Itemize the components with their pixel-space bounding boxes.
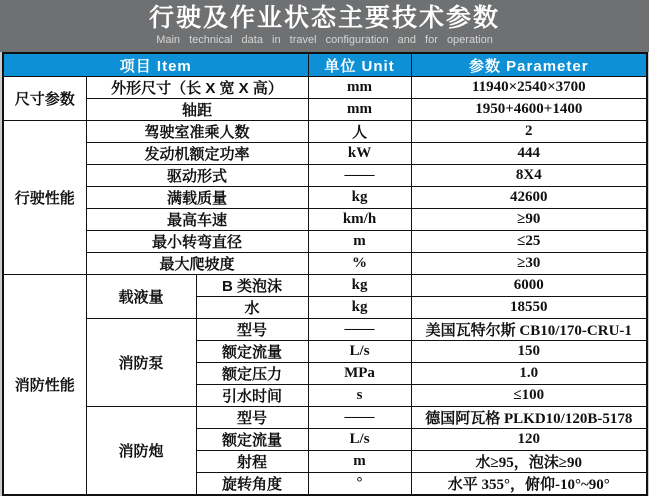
parameter-cell: 美国瓦特尔斯 CB10/170-CRU-1 xyxy=(411,319,647,341)
table-row xyxy=(3,253,647,275)
item-cell: 最大爬坡度 xyxy=(86,253,308,275)
unit-cell: kg xyxy=(308,187,411,209)
unit-cell: s xyxy=(308,385,411,407)
table-header-row xyxy=(3,53,647,77)
table-row xyxy=(3,209,647,231)
parameter-cell: 11940×2540×3700 xyxy=(411,77,647,99)
item-cell: 旋转角度 xyxy=(196,473,308,496)
table-row xyxy=(3,407,647,429)
parameter-cell: 1.0 xyxy=(411,363,647,385)
item-cell: 型号 xyxy=(196,407,308,429)
table-row xyxy=(3,187,647,209)
unit-cell: 人 xyxy=(308,121,411,143)
table-row xyxy=(3,165,647,187)
table-row xyxy=(3,231,647,253)
parameter-cell: 德国阿瓦格 PLKD10/120B-5178 xyxy=(411,407,647,429)
parameter-cell: 8X4 xyxy=(411,165,647,187)
unit-cell: MPa xyxy=(308,363,411,385)
unit-cell: % xyxy=(308,253,411,275)
unit-cell: kg xyxy=(308,275,411,297)
item-cell: 水 xyxy=(196,297,308,319)
table-row xyxy=(3,121,647,143)
unit-cell: —— xyxy=(308,407,411,429)
table-row xyxy=(3,319,647,341)
title-band xyxy=(0,0,649,52)
page-title: 行驶及作业状态主要技术参数 xyxy=(148,4,500,32)
subgroup-cell: 载液量 xyxy=(86,275,196,319)
unit-cell: mm xyxy=(308,77,411,99)
table-row xyxy=(3,99,647,121)
unit-cell: km/h xyxy=(308,209,411,231)
group-cell: 尺寸参数 xyxy=(3,77,86,121)
item-cell: 引水时间 xyxy=(196,385,308,407)
item-cell: 驾驶室准乘人数 xyxy=(86,121,308,143)
item-cell: 射程 xyxy=(196,451,308,473)
unit-cell: —— xyxy=(308,319,411,341)
parameter-cell: 6000 xyxy=(411,275,647,297)
unit-cell: ° xyxy=(308,473,411,496)
item-cell: 轴距 xyxy=(86,99,308,121)
item-cell: 满载质量 xyxy=(86,187,308,209)
unit-cell: m xyxy=(308,451,411,473)
item-cell: 额定流量 xyxy=(196,429,308,451)
table-row xyxy=(3,77,647,99)
unit-cell: kW xyxy=(308,143,411,165)
item-cell: 最高车速 xyxy=(86,209,308,231)
column-header-item: 项目 Item xyxy=(3,53,308,77)
unit-cell: m xyxy=(308,231,411,253)
unit-cell: kg xyxy=(308,297,411,319)
table-row xyxy=(3,275,647,297)
unit-cell: L/s xyxy=(308,429,411,451)
item-cell: 外形尺寸（长 X 宽 X 高） xyxy=(86,77,308,99)
subgroup-cell: 消防炮 xyxy=(86,407,196,496)
unit-cell: mm xyxy=(308,99,411,121)
column-header-unit: 单位 Unit xyxy=(308,53,411,77)
parameter-cell: 水平 355°，俯仰-10°~90° xyxy=(411,473,647,496)
parameter-cell: 18550 xyxy=(411,297,647,319)
item-cell: 型号 xyxy=(196,319,308,341)
parameter-cell: 2 xyxy=(411,121,647,143)
item-cell: 额定流量 xyxy=(196,341,308,363)
item-cell: 最小转弯直径 xyxy=(86,231,308,253)
parameter-cell: 120 xyxy=(411,429,647,451)
parameter-cell: 42600 xyxy=(411,187,647,209)
parameter-cell: ≤25 xyxy=(411,231,647,253)
page-subtitle: Main technical data in travel configuration and for operation xyxy=(156,34,493,46)
item-cell: 发动机额定功率 xyxy=(86,143,308,165)
group-cell: 消防性能 xyxy=(3,275,86,496)
item-cell: B 类泡沫 xyxy=(196,275,308,297)
parameter-cell: ≥90 xyxy=(411,209,647,231)
table-row xyxy=(3,143,647,165)
parameter-cell: 444 xyxy=(411,143,647,165)
subgroup-cell: 消防泵 xyxy=(86,319,196,407)
parameter-cell: ≥30 xyxy=(411,253,647,275)
unit-cell: L/s xyxy=(308,341,411,363)
parameter-cell: 1950+4600+1400 xyxy=(411,99,647,121)
parameter-cell: 水≥95，泡沫≥90 xyxy=(411,451,647,473)
unit-cell: —— xyxy=(308,165,411,187)
spec-table xyxy=(2,52,648,496)
item-cell: 驱动形式 xyxy=(86,165,308,187)
parameter-cell: ≤100 xyxy=(411,385,647,407)
group-cell: 行驶性能 xyxy=(3,121,86,275)
column-header-parameter: 参数 Parameter xyxy=(411,53,647,77)
parameter-cell: 150 xyxy=(411,341,647,363)
item-cell: 额定压力 xyxy=(196,363,308,385)
